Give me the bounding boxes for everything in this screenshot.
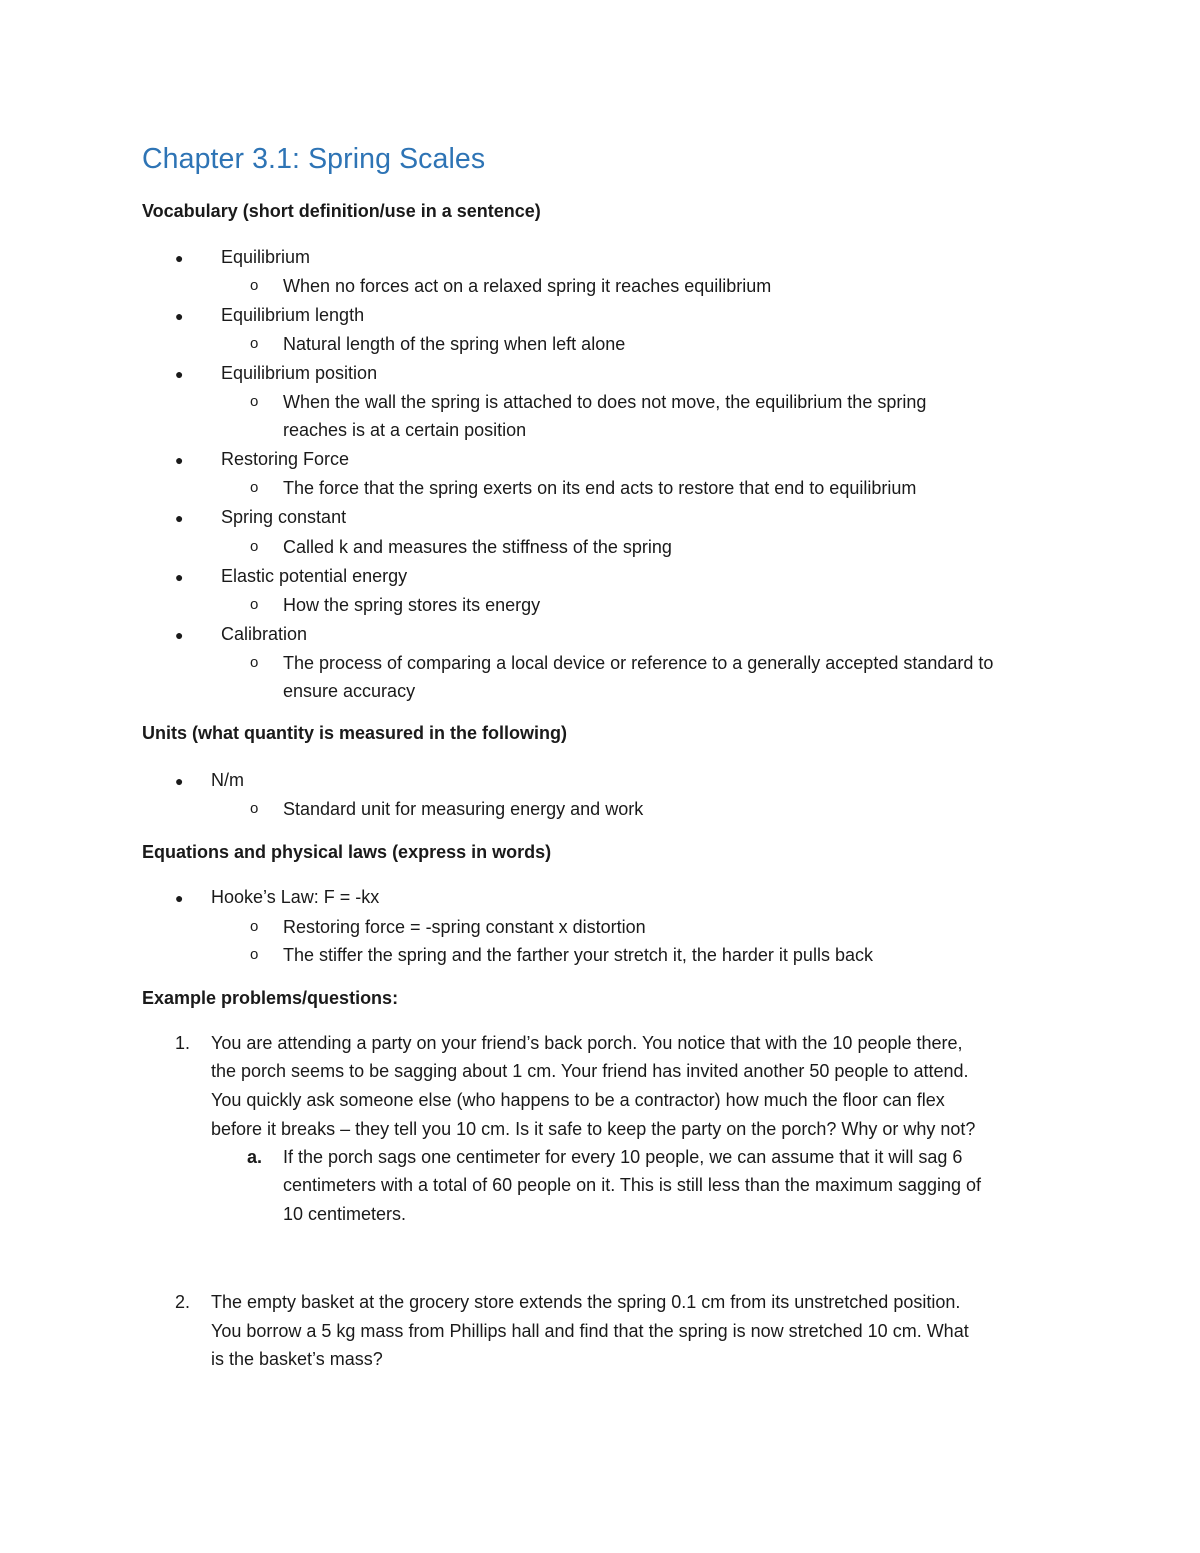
vocab-def: Called k and measures the stiffness of the spring [283,537,672,557]
vocab-def: The process of comparing a local device or reference to a generally accepted standard to [283,653,994,673]
vocab-term: Restoring Force [221,449,350,469]
vocab-term: Equilibrium [221,247,311,267]
sub-bullet-icon: o [250,654,259,671]
bullet-icon: ● [175,366,184,382]
units-term: N/m [211,770,244,790]
sub-bullet-icon: o [250,277,259,294]
vocab-def: The force that the spring exerts on its end acts to restore that end to equilibrium [283,478,917,498]
problem-text: You borrow a 5 kg mass from Phillips hall and find that the spring is now stretched 10 cm. What [211,1321,969,1341]
vocab-def: When the wall the spring is attached to does not move, the equilibrium the spring [283,392,927,412]
vocab-term: Spring constant [221,507,347,527]
units-heading: Units (what quantity is measured in the following) [142,723,568,743]
bullet-icon: ● [175,890,184,906]
vocab-def: Natural length of the spring when left alone [283,334,626,354]
bullet-icon: ● [175,569,184,585]
problem-text: You are attending a party on your friend’s back porch. You notice that with the 10 people there, [211,1033,963,1053]
problem-number: 2. [175,1292,191,1312]
vocab-term: Equilibrium position [221,363,378,383]
vocab-heading: Vocabulary (short definition/use in a sentence) [142,201,541,221]
sub-bullet-icon: o [250,393,259,410]
equation-def: The stiffer the spring and the farther your stretch it, the harder it pulls back [283,945,873,965]
problem-text: You quickly ask someone else (who happens to be a contractor) how much the floor can flex [211,1090,945,1110]
page-title: Chapter 3.1: Spring Scales [142,143,486,175]
bullet-icon: ● [175,250,184,266]
sub-bullet-icon: o [250,918,259,935]
answer-text: If the porch sags one centimeter for every 10 people, we can assume that it will sag 6 [283,1147,963,1167]
bullet-icon: ● [175,510,184,526]
problem-text: is the basket’s mass? [211,1349,383,1369]
vocab-def-continued: ensure accuracy [283,681,416,701]
equation-term: Hooke’s Law: F = -kx [211,887,380,907]
vocab-term: Calibration [221,624,308,644]
equations-heading: Equations and physical laws (express in words) [142,842,552,862]
sub-bullet-icon: o [250,335,259,352]
sub-bullet-icon: o [250,946,259,963]
problem-text: the porch seems to be sagging about 1 cm. Your friend has invited another 50 people to attend. [211,1061,969,1081]
bullet-icon: ● [175,452,184,468]
problem-text: The empty basket at the grocery store extends the spring 0.1 cm from its unstretched position. [211,1292,961,1312]
bullet-icon: ● [175,773,184,789]
answer-letter: a. [247,1147,263,1167]
vocab-term: Equilibrium length [221,305,365,325]
units-def: Standard unit for measuring energy and work [283,799,644,819]
equation-def: Restoring force = -spring constant x distortion [283,917,646,937]
sub-bullet-icon: o [250,538,259,555]
examples-heading: Example problems/questions: [142,988,399,1008]
answer-text: 10 centimeters. [283,1204,407,1224]
vocab-def: How the spring stores its energy [283,595,541,615]
problem-number: 1. [175,1033,191,1053]
vocab-term: Elastic potential energy [221,566,408,586]
sub-bullet-icon: o [250,800,259,817]
problem-text: before it breaks – they tell you 10 cm. Is it safe to keep the party on the porch? Why or why not? [211,1119,976,1139]
bullet-icon: ● [175,308,184,324]
answer-text: centimeters with a total of 60 people on it. This is still less than the maximum sagging of [283,1175,982,1195]
sub-bullet-icon: o [250,596,259,613]
vocab-def-continued: reaches is at a certain position [283,420,527,440]
bullet-icon: ● [175,627,184,643]
sub-bullet-icon: o [250,479,259,496]
vocab-def: When no forces act on a relaxed spring it reaches equilibrium [283,276,772,296]
